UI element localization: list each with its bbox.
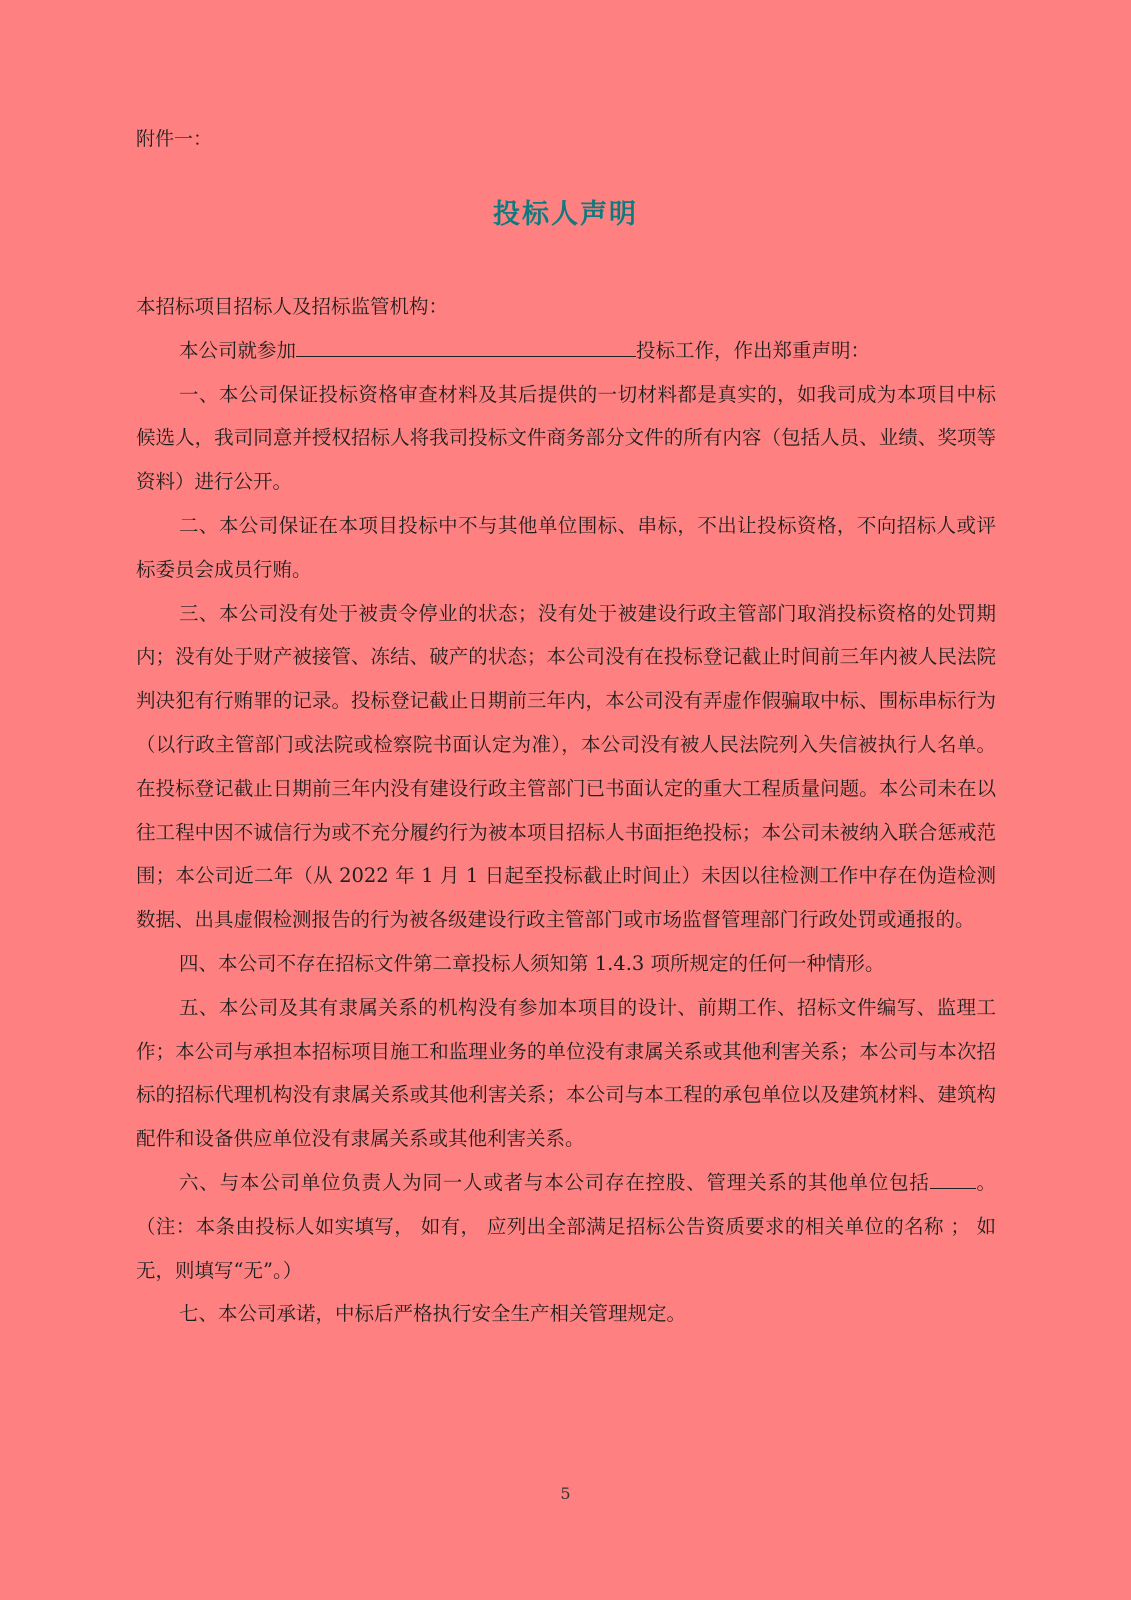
clause-3: 三、本公司没有处于被责令停业的状态；没有处于被建设行政主管部门取消投标资格的处罚期内；没有处于财产被接管、冻结、破产的状态；本公司没有在投标登记截止时间前三年内被人民法院判决犯有行贿罪的记录。投标登记截止日期前三年内，本公司没有弄虚作假骗取中标、围标串标行为（以行政主管部门或法院或检察院书面认定为准），本公司没有被人民法院列入失信被执行人名单。在投标登记截止日期前三年内没有建设行政主管部门已书面认定的重大工程质量问题。本公司未在以往工程中因不诚信行为或不充分履约行为被本项目招标人书面拒绝投标；本公司未被纳入联合惩戒范围；本公司近二年（从 2022 年 1 月 1 日起至投标截止时间止）未因以往检测工作中存在伪造检测数据、出具虚假检测报告的行为被各级建设行政主管部门或市场监督管理部门行政处罚或通报的。: [136, 601, 996, 932]
project-name-blank[interactable]: [296, 334, 636, 357]
clause-5: 五、本公司及其有隶属关系的机构没有参加本项目的设计、前期工作、招标文件编写、监理工作；本公司与承担本招标项目施工和监理业务的单位没有隶属关系或其他利害关系；本公司与本次招标的招标代理机构没有隶属关系或其他利害关系；本公司与本工程的承包单位以及建筑材料、建筑构配件和设备供应单位没有隶属关系或其他利害关系。: [136, 995, 996, 1151]
intro-prefix: 本公司就参加: [179, 338, 297, 362]
intro-paragraph: [136, 329, 996, 373]
related-units-blank[interactable]: [930, 1168, 976, 1189]
clause-7: 七、本公司承诺，中标后严格执行安全生产相关管理规定。: [179, 1302, 687, 1326]
page-number: 5: [560, 1484, 571, 1503]
document-title: 投标人声明: [493, 199, 638, 230]
attachment-label: 附件一：: [136, 128, 213, 150]
clause-6-prefix: 六、与本公司单位负责人为同一人或者与本公司存在控股、管理关系的其他单位包括: [179, 1170, 930, 1194]
clause-2: 二、本公司保证在本项目投标中不与其他单位围标、串标，不出让投标资格，不向招标人或评标委员会成员行贿。: [136, 513, 996, 581]
intro-suffix: 投标工作，作出郑重声明：: [636, 338, 871, 362]
addressee-line: 本招标项目招标人及招标监管机构：: [136, 295, 449, 318]
clause-6-suffix: 。（注：本条由投标人如实填写， 如有， 应列出全部满足招标公告资质要求的相关单位的名称 ； 如无，则填写“无”。）: [136, 1170, 996, 1282]
clause-1: 一、本公司保证投标资格审查材料及其后提供的一切材料都是真实的，如我司成为本项目中标候选人，我司同意并授权招标人将我司投标文件商务部分文件的所有内容（包括人员、业绩、奖项等资料）进行公开。: [136, 382, 996, 494]
declaration-body: [136, 285, 996, 1336]
clause-6: [136, 1161, 996, 1292]
clause-4: 四、本公司不存在招标文件第二章投标人须知第 1.4.3 项所规定的任何一种情形。: [179, 951, 885, 975]
